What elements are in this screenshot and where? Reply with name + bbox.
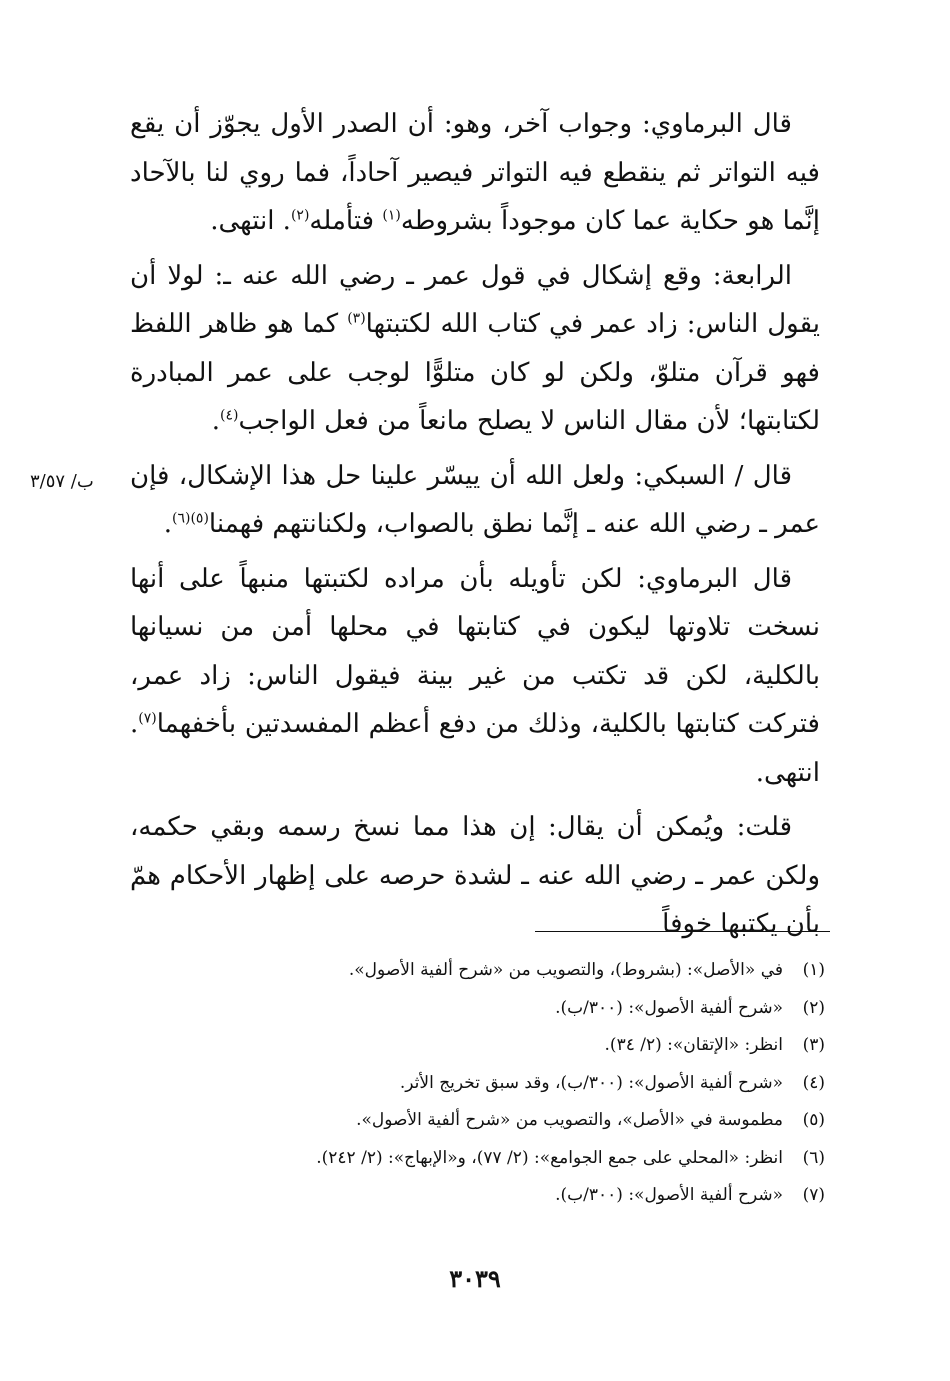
paragraph-2 bbox=[130, 252, 820, 446]
footnote-text: «شرح ألفية الأصول»: (٣٠٠/ب). bbox=[555, 1185, 783, 1205]
footnote-number: (٧) bbox=[802, 1185, 825, 1205]
footnote-ref-1[interactable]: (١) bbox=[382, 207, 401, 224]
footnote-ref-5-6[interactable]: (٥)(٦) bbox=[171, 510, 209, 527]
paragraph-4 bbox=[130, 555, 820, 798]
footnote-5 bbox=[165, 1102, 825, 1140]
footnote-number: (١) bbox=[802, 960, 825, 980]
main-text bbox=[130, 100, 820, 955]
footnote-ref-7[interactable]: (٧) bbox=[138, 710, 157, 727]
footnote-2 bbox=[165, 990, 825, 1028]
footnote-ref-4[interactable]: (٤) bbox=[220, 407, 239, 424]
paragraph-3-text-b: . bbox=[163, 509, 172, 539]
paragraph-5 bbox=[130, 803, 820, 949]
footnote-text: مطموسة في «الأصل»، والتصويب من «شرح ألفية الأصول». bbox=[356, 1110, 783, 1130]
footnote-4 bbox=[165, 1065, 825, 1103]
footnote-number: (٢) bbox=[802, 997, 825, 1018]
manuscript-folio-note: ب/ ٣/٥٧ bbox=[30, 471, 94, 492]
paragraph-1 bbox=[130, 100, 820, 246]
footnote-6 bbox=[165, 1140, 825, 1178]
paragraph-4-text-a: قال البرماوي: لكن تأويله بأن مراده لكتبتها منبهاً على أنها نسخت تلاوتها ليكون في كتابتها في محلها أمن من نسيانها بالكلية، لكن قد تكتب من غير بينة فيقول الناس: زاد عمر، فتركت كتابتها بالكلية، وذلك من دفع أعظم المفسدتين بأخفهما bbox=[130, 563, 820, 739]
footnote-1 bbox=[165, 952, 825, 990]
footnote-text: انظر: «الإتقان»: (٢/ ٣٤). bbox=[604, 1035, 783, 1055]
paragraph-2-text-a: الرابعة: وقع إشكال في قول عمر ـ رضي الله عنه ـ: لولا أن يقول الناس: زاد عمر في كتاب الله لكتبتها bbox=[130, 260, 820, 339]
footnote-number: (٣) bbox=[802, 1035, 825, 1055]
paragraph-1-text-a: قال البرماوي: وجواب آخر، وهو: أن الصدر الأول يجوّز أن يقع فيه التواتر ثم ينقطع فيه التواتر فيصير آحاداً، فما روي لنا بالآحاد إنَّما هو حكاية عما كان موجوداً بشروطه bbox=[130, 109, 820, 236]
paragraph-3 bbox=[130, 452, 820, 549]
footnote-text: انظر: «المحلي على جمع الجوامع»: (٢/ ٧٧)، و«الإبهاج»: (٢/ ٢٤٢). bbox=[316, 1147, 783, 1168]
footnote-3 bbox=[165, 1027, 825, 1065]
footnote-text: «شرح ألفية الأصول»: (٣٠٠/ب)، وقد سبق تخريج الأثر. bbox=[399, 1072, 783, 1093]
footnote-text: «شرح ألفية الأصول»: (٣٠٠/ب). bbox=[555, 997, 783, 1018]
paragraph-2-text-c: . bbox=[211, 406, 221, 436]
footnote-number: (٤) bbox=[802, 1072, 825, 1093]
footnote-number: (٦) bbox=[802, 1147, 825, 1168]
paragraph-4-text-b: . انتهى. bbox=[130, 709, 820, 788]
footnote-ref-2[interactable]: (٢) bbox=[290, 207, 310, 224]
paragraph-5-text-a: قلت: ويُمكن أن يقال: إن هذا مما نسخ رسمه وبقي حكمه، ولكن عمر ـ رضي الله عنه ـ لشدة حرصه على إظهار الأحكام همّ بأن يكتبها خوفاً bbox=[130, 812, 820, 939]
paragraph-1-text-c: . انتهى. bbox=[210, 206, 291, 236]
paragraph-3-text-a: قال / السبكي: ولعل الله أن ييسّر علينا حل هذا الإشكال، فإن عمر ـ رضي الله عنه ـ إنَّما نطق بالصواب، ولكنانتهم فهمنا bbox=[130, 460, 820, 539]
footnote-divider bbox=[535, 931, 830, 932]
footnotes-section bbox=[165, 952, 825, 1215]
paragraph-2-text-b: كما هو ظاهر اللفظ فهو قرآن متلوّ، ولكن لو كان متلوًّا لوجب على عمر المبادرة لكتابتها؛ لأن مقال الناس لا يصلح مانعاً من فعل الواجب bbox=[130, 309, 820, 436]
paragraph-1-text-b: فتأمله bbox=[309, 206, 383, 236]
footnote-number: (٥) bbox=[802, 1110, 825, 1130]
page-number: ٣٠٣٩ bbox=[449, 1264, 501, 1293]
footnote-ref-3[interactable]: (٣) bbox=[347, 310, 366, 327]
footnote-7 bbox=[165, 1177, 825, 1215]
footnote-text: في «الأصل»: (بشروط)، والتصويب من «شرح ألفية الأصول». bbox=[348, 960, 783, 980]
